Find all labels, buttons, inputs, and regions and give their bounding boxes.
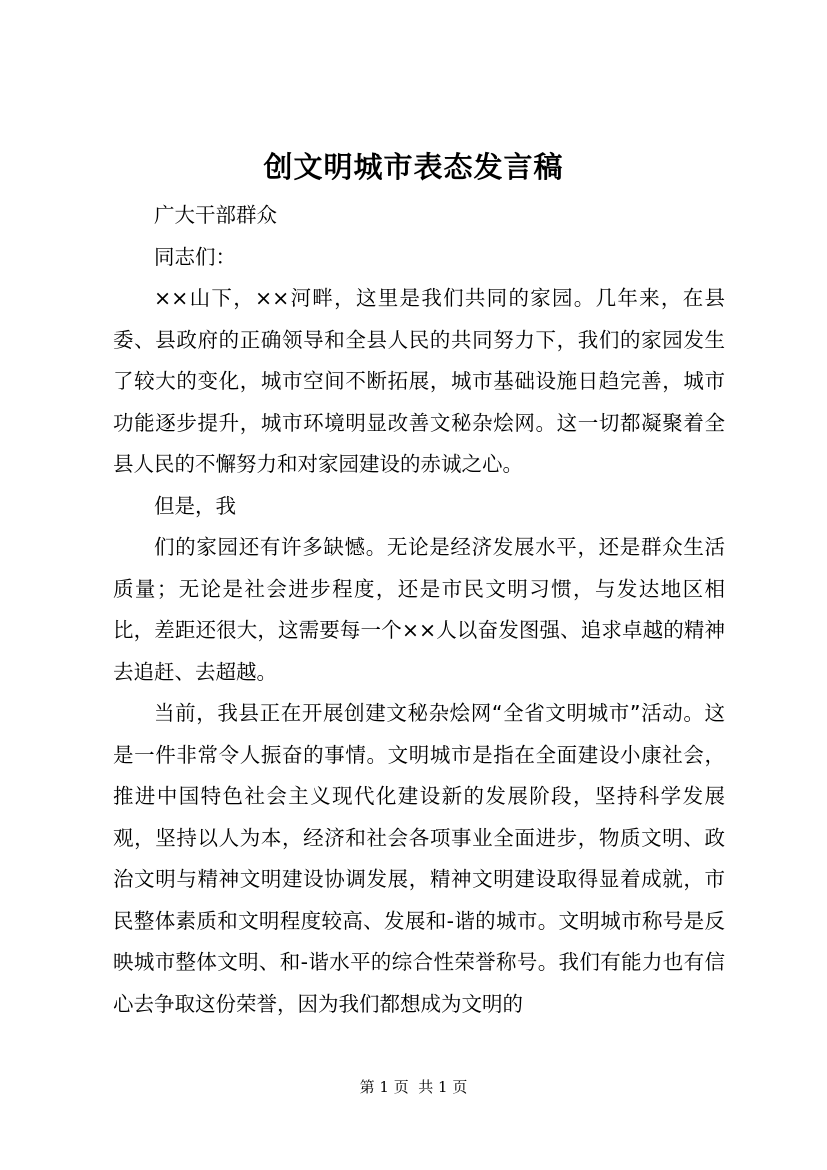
- body-paragraph: ××山下，××河畔，这里是我们共同的家园。几年来，在县委、县政府的正确领导和全县人民的共同努力下，我们的家园发生了较大的变化，城市空间不断拓展，城市基础设施日趋完善，城市功能逐步提升，城市环境明显改善文秘杂烩网。这一切都凝聚着全县人民的不懈努力和对家园建设的赤诚之心。: [113, 286, 725, 476]
- salutation-line: 广大干部群众: [154, 203, 277, 227]
- body-paragraph: 但是，我: [154, 493, 236, 518]
- document-title: 创文明城市表态发言稿: [263, 150, 564, 184]
- salutation-line: 同志们：: [154, 244, 236, 269]
- document-body: [113, 195, 725, 1025]
- page-number-label: 第 1 页 共 1 页: [359, 1078, 468, 1096]
- body-paragraph: 当前，我县正在开展创建文秘杂烩网“全省文明城市”活动。这是一件非常令人振奋的事情。文明城市是指在全面建设小康社会，推进中国特色社会主义现代化建设新的发展阶段，坚持科学发展观，坚持以人为本，经济和社会各项事业全面进步，物质文明、政治文明与精神文明建设协调发展，精神文明建设取得显着成就，市民整体素质和文明程度较高、发展和-谐的城市。文明城市称号是反映城市整体文明、和-谐水平的综合性荣誉称号。我们有能力也有信心去争取这份荣誉，因为我们都想成为文明的: [113, 701, 725, 1016]
- body-paragraph: 们的家园还有许多缺憾。无论是经济发展水平，还是群众生活质量；无论是社会进步程度，还是市民文明习惯，与发达地区相比，差距还很大，这需要每一个××人以奋发图强、追求卓越的精神去追赶、去超越。: [113, 535, 725, 684]
- page-footer: [0, 1077, 827, 1097]
